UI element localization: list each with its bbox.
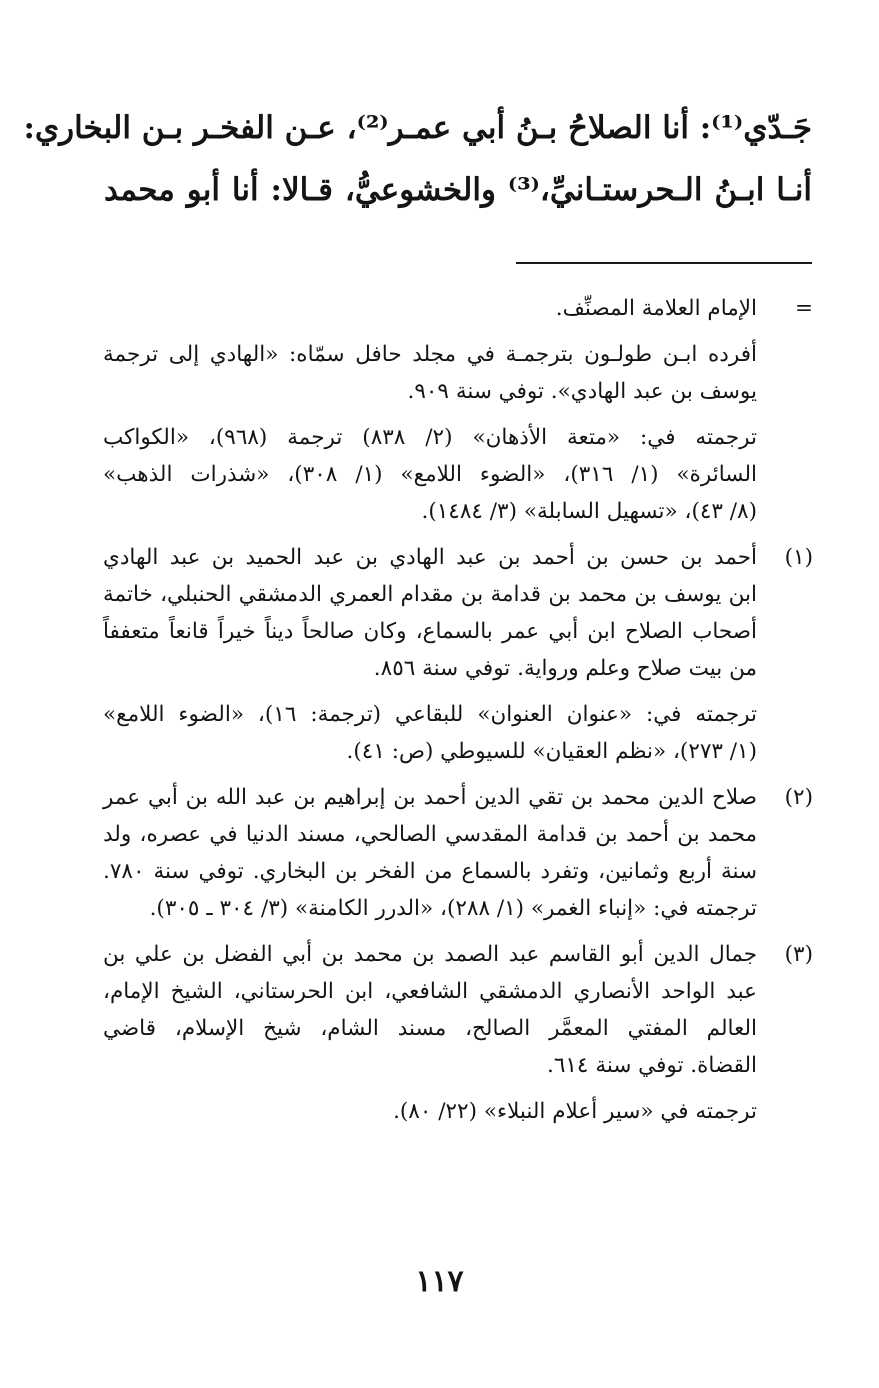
footnote-line: جمال الدين أبو القاسم عبد الصمد بن محمد بن أبي الفضل بن علي بن [103, 942, 757, 967]
footnote-line: ترجمته في: «عنوان العنوان» للبقاعي (ترجمة: ١٦)، «الضوء اللامع» [103, 702, 757, 727]
footnote-line: العالم المفتي المعمَّر الصالح، مسند الشام، شيخ الإسلام، قاضي [103, 1016, 757, 1041]
footnote-paragraph [103, 779, 757, 927]
footnote-marker: (٢) [784, 785, 813, 810]
footnote-2 [103, 779, 817, 927]
footnote-line: السائرة» (١/ ٣١٦)، «الضوء اللامع» (١/ ٣٠٨)، «شذرات الذهب» [103, 462, 758, 487]
page-number: ١١٧ [415, 1264, 464, 1299]
footnote-line: ترجمته في: «متعة الأذهان» (٢/ ٨٣٨) ترجمة (٩٦٨)، «الكواكب [103, 425, 758, 450]
footnote-line: (١/ ٢٧٣)، «نظم العقيان» للسيوطي (ص: ٤١). [346, 739, 757, 764]
footnote-paragraph [103, 1093, 757, 1130]
main-text [23, 97, 813, 221]
footnote-separator [516, 262, 812, 264]
main-text-line: جَـدّي⁽¹⁾: أنا الصلاحُ بـنُ أبي عمـر⁽²⁾، عـن الفخـر بـن البخاري: [23, 110, 812, 146]
footnote-line: من بيت صلاح وعلم ورواية. توفي سنة ٨٥٦. [373, 656, 757, 681]
footnote-paragraph [103, 336, 757, 410]
footnote-body [103, 779, 757, 927]
footnote-line: محمد بن أحمد بن قدامة المقدسي الصالحي، مسند الدنيا في عصره، ولد [103, 822, 757, 847]
footnote-body [103, 290, 757, 530]
footnote-line: سنة أربع وثمانين، وتفرد بالسماع من الفخر بن البخاري. توفي سنة ٧٨٠. [103, 859, 757, 884]
footnote-line: يوسف بن عبد الهادي». توفي سنة ٩٠٩. [407, 379, 757, 404]
footnote-marker: = [794, 296, 813, 321]
footnotes [103, 290, 817, 1130]
footnote-paragraph [103, 696, 757, 770]
footnote-paragraph [103, 936, 757, 1084]
footnote-line: أفرده ابـن طولـون بترجمـة في مجلد حافل سمّاه: «الهادي إلى ترجمة [103, 342, 757, 367]
footnote-3 [103, 936, 817, 1130]
footnote-line: ترجمته في «سير أعلام النبلاء» (٢٢/ ٨٠). [393, 1099, 757, 1124]
main-text-line: أنـا ابـنُ الـحرستـانيِّ،⁽³⁾ والخشوعيُّ، قـالا: أنا أبو محمد [104, 172, 813, 208]
footnote-marker: (٣) [784, 942, 813, 967]
footnote-line: ابن يوسف بن محمد بن قدامة بن مقدام العمري الدمشقي الحنبلي، خاتمة [103, 582, 757, 607]
footnote-marker: (١) [784, 545, 813, 570]
footnote-line: القضاة. توفي سنة ٦١٤. [546, 1053, 757, 1078]
footnote-line: (٨/ ٤٣)، «تسهيل السابلة» (٣/ ١٤٨٤). [421, 499, 757, 524]
footnote-body [103, 539, 757, 770]
footnote-continuation [103, 290, 817, 530]
footnote-paragraph [103, 419, 757, 530]
footnote-line: الإمام العلامة المصنِّف. [555, 296, 757, 321]
footnote-paragraph [103, 539, 757, 687]
footnote-1 [103, 539, 817, 770]
footnote-line: أحمد بن حسن بن أحمد بن عبد الهادي بن عبد الحميد بن عبد الهادي [103, 545, 757, 570]
footnote-body [103, 936, 757, 1130]
footnote-paragraph [103, 290, 757, 327]
footnote-line: أصحاب الصلاح ابن أبي عمر بالسماع، وكان صالحاً ديناً خيراً قانعاً متعففاً [103, 619, 757, 644]
footnote-line: ترجمته في: «إنباء الغمر» (١/ ٢٨٨)، «الدرر الكامنة» (٣/ ٣٠٤ ـ ٣٠٥). [149, 896, 757, 921]
footnote-line: صلاح الدين محمد بن تقي الدين أحمد بن إبراهيم بن عبد الله بن أبي عمر [103, 785, 757, 810]
footnote-line: عبد الواحد الأنصاري الدمشقي الشافعي، ابن الحرستاني، الشيخ الإمام، [103, 979, 757, 1004]
